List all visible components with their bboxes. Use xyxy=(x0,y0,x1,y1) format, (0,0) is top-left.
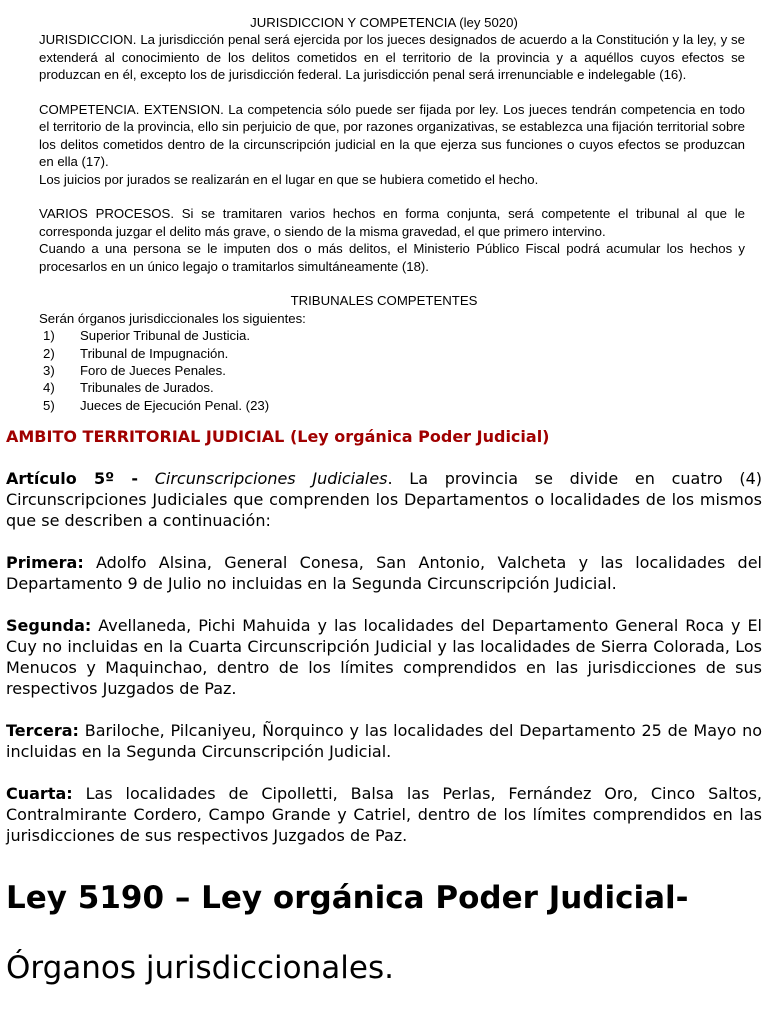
list-item: 1) Superior Tribunal de Justicia. xyxy=(43,328,251,344)
heading-organos-jurisdiccionales: Órganos jurisdiccionales. xyxy=(6,950,394,987)
paragraph-jurisdiccion: JURISDICCION. La jurisdicción penal será ejercida por los jueces designados de acuerdo a la Constitución y la ley, y se extenderá al conocimiento de los delitos cometidos en el territorio de la provincia y a aquéllos cuyos efectos se produzcan en él, excepto los de jurisdicción federal. La jurisdicción penal será irrenunciable e indelegable (16). xyxy=(39,32,745,83)
paragraph-competencia: COMPETENCIA. EXTENSION. La competencia sólo puede ser fijada por ley. Los jueces tendrán competencia en todo el territorio de la provincia, ello sin perjuicio de que, por razones organizativas, se establezca una fijación territorial sobre los delitos cometidos dentro de la circunscripción judicial en la que ejerza sus funciones o cuyos efectos se produzcan en ella (17). xyxy=(39,102,745,170)
paragraph-tercera: Tercera: Bariloche, Pilcaniyeu, Ñorquinco y las localidades del Departamento 25 de Mayo no incluidas en la Segunda Circunscripción Judicial. xyxy=(6,721,762,762)
ambito-territorial-section xyxy=(0,426,768,846)
paragraph-acumulacion: Cuando a una persona se le imputen dos o más delitos, el Ministerio Público Fiscal podrá acumular los hechos y procesarlos en un único legajo o tramitarlos simultáneamente (18). xyxy=(39,241,745,274)
list-item: 4) Tribunales de Jurados. xyxy=(43,380,214,396)
heading-ley-5190: Ley 5190 – Ley orgánica Poder Judicial- xyxy=(6,880,689,917)
list-item: 3) Foro de Jueces Penales. xyxy=(43,363,226,379)
paragraph-articulo-5: Artículo 5º - Circunscripciones Judiciales. La provincia se divide en cuatro (4) Circunscripciones Judiciales que comprenden los Departamentos o localidades de los mismos que se describen a continuación: xyxy=(6,469,762,531)
paragraph-cuarta: Cuarta: Las localidades de Cipolletti, Balsa las Perlas, Fernández Oro, Cinco Saltos, Contralmirante Cordero, Campo Grande y Catriel, dentro de los límites comprendidos en las jurisdicciones de sus respectivos Juzgados de Paz. xyxy=(6,784,762,846)
list-item: 5) Jueces de Ejecución Penal. (23) xyxy=(43,397,270,413)
heading-tribunales-competentes: TRIBUNALES COMPETENTES xyxy=(290,293,478,309)
ley-5020-section xyxy=(0,14,768,414)
heading-ambito-territorial: AMBITO TERRITORIAL JUDICIAL (Ley orgánica Poder Judicial) xyxy=(6,427,550,447)
paragraph-varios-procesos: VARIOS PROCESOS. Si se tramitaren varios hechos en forma conjunta, será competente el tribunal al que le corresponda juzgar el delito más grave, o siendo de la misma gravedad, el que primero intervino. xyxy=(39,206,745,239)
paragraph-primera: Primera: Adolfo Alsina, General Conesa, San Antonio, Valcheta y las localidades del Departamento 9 de Julio no incluidas en la Segunda Circunscripción Judicial. xyxy=(6,553,762,594)
paragraph-juicios-jurados: Los juicios por jurados se realizarán en el lugar en que se hubiera cometido el hecho. xyxy=(39,171,539,187)
list-item: 2) Tribunal de Impugnación. xyxy=(43,345,229,361)
heading-jurisdiccion-competencia: JURISDICCION Y COMPETENCIA (ley 5020) xyxy=(250,15,518,30)
paragraph-organos-intro: Serán órganos jurisdiccionales los siguientes: xyxy=(39,310,306,326)
organos-list xyxy=(0,327,768,414)
paragraph-segunda: Segunda: Avellaneda, Pichi Mahuida y las localidades del Departamento General Roca y El Cuy no incluidas en la Cuarta Circunscripción Judicial y las localidades de Sierra Colorada, Los Menucos y Maquinchao, dentro de los límites comprendidos en las jurisdicciones de sus respectivos Juzgados de Paz. xyxy=(6,616,762,699)
